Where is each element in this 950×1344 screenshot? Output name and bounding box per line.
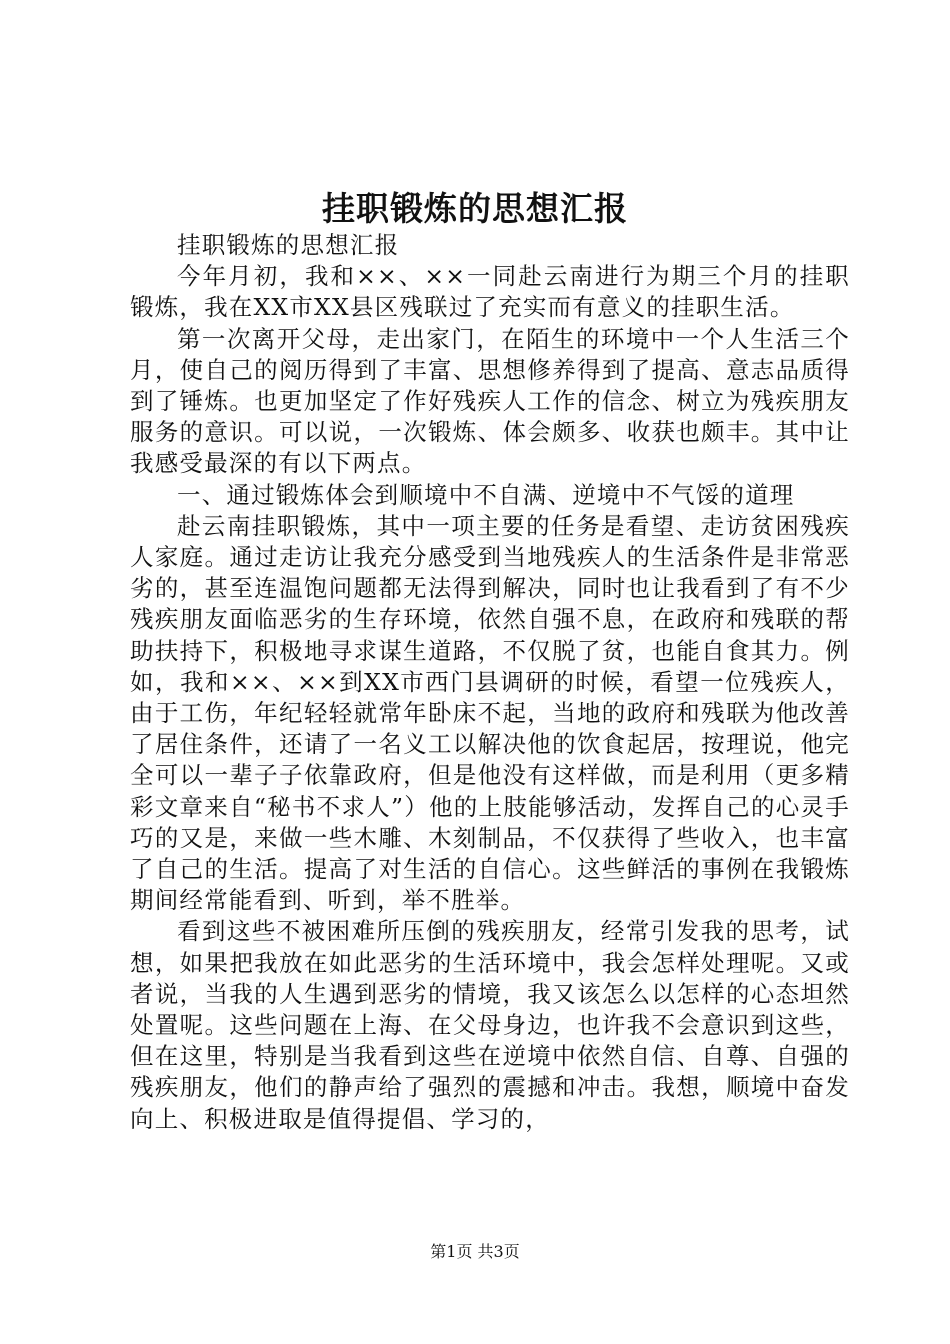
page-footer: 第1页 共3页 — [430, 1242, 520, 1261]
paragraph: 今年月初，我和××、××一同赴云南进行为期三个月的挂职锻炼，我在XX市XX县区残联过了充实而有意义的挂职生活。 — [130, 262, 850, 322]
document-title: 挂职锻炼的思想汇报 — [322, 189, 628, 228]
paragraph: 第一次离开父母，走出家门，在陌生的环境中一个人生活三个月，使自己的阅历得到了丰富、思想修养得到了提高、意志品质得到了锤炼。也更加坚定了作好残疾人工作的信念、树立为残疾朋友服务的意识。可以说，一次锻炼、体会颇多、收获也颇丰。其中让我感受最深的有以下两点。 — [130, 324, 850, 478]
paragraph: 看到这些不被困难所压倒的残疾朋友，经常引发我的思考，试想，如果把我放在如此恶劣的生活环境中，我会怎样处理呢。又或者说，当我的人生遇到恶劣的情境，我又该怎么以怎样的心态坦然处置呢。这些问题在上海、在父母身边，也许我不会意识到这些，但在这里，特别是当我看到这些在逆境中依然自信、自尊、自强的残疾朋友，他们的静声给了强烈的震撼和冲击。我想，顺境中奋发向上、积极进取是值得提倡、学习的， — [130, 917, 850, 1133]
paragraph-subtitle: 挂职锻炼的思想汇报 — [177, 231, 400, 259]
section-heading: 一、通过锻炼体会到顺境中不自满、逆境中不气馁的道理 — [177, 480, 795, 509]
document-body — [130, 230, 850, 1135]
paragraph: 赴云南挂职锻炼，其中一项主要的任务是看望、走访贫困残疾人家庭。通过走访让我充分感受到当地残疾人的生活条件是非常恶劣的，甚至连温饱问题都无法得到解决，同时也让我看到了有不少残疾朋友面临恶劣的生存环境，依然自强不息，在政府和残联的帮助扶持下，积极地寻求谋生道路，不仅脱了贫，也能自食其力。例如，我和××、××到XX市西门县调研的时候，看望一位残疾人，由于工伤，年纪轻轻就常年卧床不起，当地的政府和残联为他改善了居住条件，还请了一名义工以解决他的饮食起居，按理说，他完全可以一辈子子依靠政府，但是他没有这样做，而是利用（更多精彩文章来自“秘书不求人”）他的上肢能够活动，发挥自己的心灵手巧的又是，来做一些木雕、木刻制品，不仅获得了些收入，也丰富了自己的生活。提高了对生活的自信心。这些鲜活的事例在我锻炼期间经常能看到、听到，举不胜举。 — [130, 511, 850, 915]
